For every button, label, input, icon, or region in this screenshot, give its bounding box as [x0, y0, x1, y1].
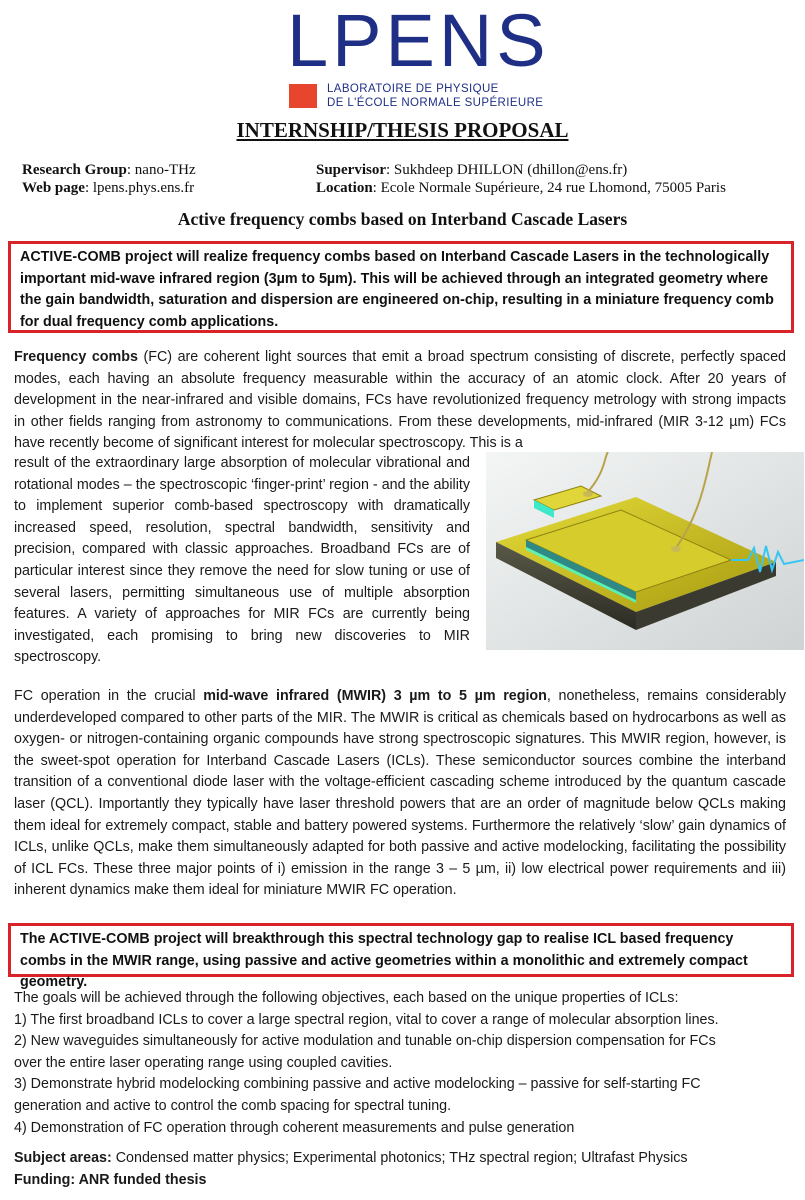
proposal-subtitle: Active frequency combs based on Interband Cascade Lasers	[177, 209, 628, 229]
summary-box	[8, 241, 794, 333]
summary-text: ACTIVE-COMB project will realize frequency combs based on Interband Cascade Lasers in the technologically important mid-wave infrared region (3µm to 5µm). This will be achieved through an integrated geometry where the gain bandwidth, saturation and dispersion are engineered on-chip, resulting in a miniature frequency comb for dual frequency comb applications.	[20, 249, 774, 330]
paragraph-frequency-combs: Frequency combs (FC) are coherent light sources that emit a broad spectrum consisting of discrete, perfectly spaced modes, each having an absolute frequency measurable within the accuracy of an atomic clock. After 20 years of development in the near-infrared and visible domains, FCs have revolutionized frequency metrology with strong impacts in other fields ranging from astronomy to communications. From these developments, mid-infrared (MIR 3-12 µm) FCs have recently become of significant interest for molecular spectroscopy. This is a	[14, 349, 786, 452]
device-illustration-svg	[486, 452, 804, 650]
web-page: Web page: lpens.phys.ens.fr	[22, 180, 195, 196]
objectives-list	[14, 988, 786, 1139]
paragraph-frequency-combs-continued: result of the extraordinary large absorption of molecular vibrational and rotational modes – the spectroscopic ‘finger-print’ region - and the ability to implement superior comb-based spectroscopy with dramatically increased speed, resolution, spectral bandwidth, sensitivity and precision, compared with classic approaches. Broadband FCs are of particular interest since they remove the need for slow tuning or use of several lasers, permitting simultaneous use of multiple absorption features. A variety of approaches for MIR FCs are currently being investigated, each promising to bring new discoveries to MIR spectroscopy.	[14, 455, 470, 666]
breakthrough-text: The ACTIVE-COMB project will breakthrough this spectral technology gap to realise ICL based frequency combs in the MWIR range, using passive and active geometries within a monolithic and extremely compact geometry.	[20, 931, 748, 990]
logo-subtitle-line2: DE L'ÉCOLE NORMALE SUPÉRIEURE	[327, 97, 544, 109]
objective-2-continued: over the entire laser operating range using coupled cavities.	[14, 1054, 393, 1071]
objective-1: 1) The first broadband ICLs to cover a large spectral region, vital to cover a range of molecular absorption lines.	[14, 1011, 719, 1028]
logo-wordmark: LPENS	[287, 0, 550, 82]
subject-areas: Subject areas: Condensed matter physics; Experimental photonics; THz spectral region; Ultrafast Physics	[14, 1150, 688, 1166]
objective-3: 3) Demonstrate hybrid modelocking combining passive and active modelocking – passive for self-starting FC	[14, 1076, 701, 1093]
objective-3-continued: generation and active to control the comb spacing for spectral tuning.	[14, 1097, 452, 1114]
funding: Funding: ANR funded thesis	[14, 1171, 207, 1188]
footer-info	[14, 1148, 786, 1191]
location: Location: Ecole Normale Supérieure, 24 rue Lhomond, 75005 Paris	[316, 180, 726, 196]
objective-2: 2) New waveguides simultaneously for active modulation and tunable on-chip dispersion compensation for FCs	[14, 1033, 716, 1050]
logo-red-block	[289, 84, 317, 108]
objective-4: 4) Demonstration of FC operation through coherent measurements and pulse generation	[14, 1119, 575, 1136]
document-title: INTERNSHIP/THESIS PROPOSAL	[236, 118, 569, 142]
paragraph-mwir: FC operation in the crucial mid-wave infrared (MWIR) 3 µm to 5 µm region, nonetheless, remains considerably underdeveloped compared to other parts of the MIR. The MWIR is critical as chemicals based on hydrocarbons as well as oxygen- or nitrogen-containing organic compounds have strong spectroscopic signatures. This MWIR region, however, is the sweet-spot operation for Interband Cascade Lasers (ICLs). These semiconductor sources combine the interband transition of a conventional diode laser with the voltage-efficient cascading scheme introduced by the quantum cascade laser (QCL). Importantly they typically have laser threshold powers that are an order of magnitude below QCLs making them ideal for extremely compact, stable and battery powered systems. Furthermore the relatively ‘slow’ gain dynamics of ICLs, unlike QCLs, make them simultaneously adapted for both passive and active modelocking, facilitating the possibility of ICL FCs. These three major points of i) emission in the range 3 – 5 µm, ii) low electrical power requirements and iii) inherent dynamics make them ideal for miniature MWIR FC operation.	[14, 688, 786, 899]
supervisor: Supervisor: Sukhdeep DHILLON (dhillon@ens.fr)	[316, 162, 628, 178]
research-group: Research Group: nano-THz	[22, 162, 196, 178]
icl-device-illustration	[486, 452, 804, 650]
lpens-logo	[287, 0, 552, 109]
breakthrough-box	[8, 923, 794, 990]
objectives-intro: The goals will be achieved through the following objectives, each based on the unique properties of ICLs:	[14, 990, 679, 1006]
logo-subtitle-line1: LABORATOIRE DE PHYSIQUE	[327, 83, 499, 95]
